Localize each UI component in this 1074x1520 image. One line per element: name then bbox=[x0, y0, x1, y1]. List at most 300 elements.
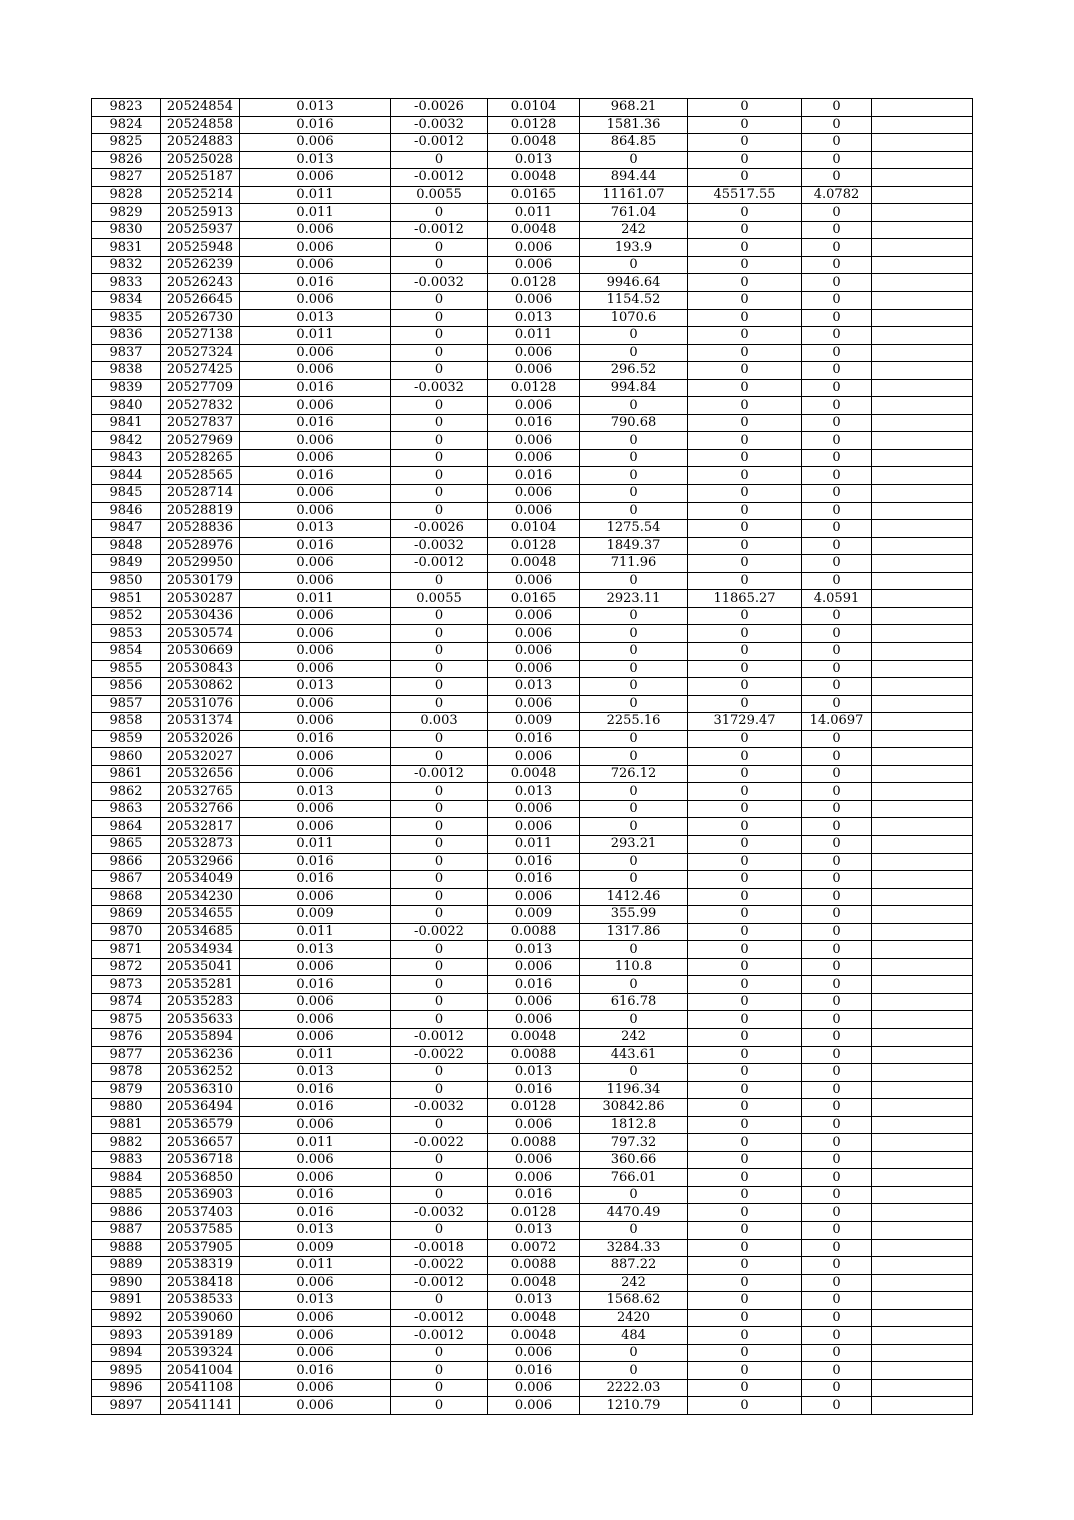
table-cell: 1154.52 bbox=[580, 292, 688, 310]
table-cell: 20539324 bbox=[161, 1344, 240, 1362]
table-cell: 9882 bbox=[92, 1134, 161, 1152]
table-cell bbox=[872, 923, 973, 941]
table-cell: -0.0022 bbox=[391, 1257, 488, 1275]
table-cell bbox=[872, 1379, 973, 1397]
table-cell: 20537585 bbox=[161, 1222, 240, 1240]
table-cell: 0.006 bbox=[488, 1011, 580, 1029]
table-cell: 0 bbox=[688, 1309, 802, 1327]
table-cell: 9870 bbox=[92, 923, 161, 941]
table-cell bbox=[872, 871, 973, 889]
table-cell: 0.006 bbox=[240, 818, 391, 836]
table-row bbox=[92, 502, 973, 520]
table-cell bbox=[872, 1116, 973, 1134]
table-cell: 0.013 bbox=[240, 1064, 391, 1082]
table-cell: 9875 bbox=[92, 1011, 161, 1029]
table-cell: 0.006 bbox=[488, 239, 580, 257]
table-cell: 0 bbox=[391, 1116, 488, 1134]
table-row bbox=[92, 379, 973, 397]
table-cell bbox=[872, 748, 973, 766]
table-cell: 20527324 bbox=[161, 344, 240, 362]
table-row bbox=[92, 186, 973, 204]
table-cell: 0 bbox=[802, 151, 872, 169]
table-row bbox=[92, 239, 973, 257]
table-cell: -0.0032 bbox=[391, 1099, 488, 1117]
table-cell: 0 bbox=[802, 1397, 872, 1415]
table-row bbox=[92, 783, 973, 801]
table-cell: 711.96 bbox=[580, 555, 688, 573]
table-cell: 0 bbox=[391, 1362, 488, 1380]
table-cell: 0 bbox=[580, 748, 688, 766]
table-cell: 20534685 bbox=[161, 923, 240, 941]
table-cell: 4470.49 bbox=[580, 1204, 688, 1222]
table-cell: 0 bbox=[802, 853, 872, 871]
table-cell: 0 bbox=[688, 607, 802, 625]
table-row bbox=[92, 449, 973, 467]
table-cell: 0 bbox=[391, 432, 488, 450]
table-cell: -0.0012 bbox=[391, 1028, 488, 1046]
table-cell: 0.0165 bbox=[488, 186, 580, 204]
table-cell: -0.0032 bbox=[391, 116, 488, 134]
table-cell: 0.013 bbox=[240, 941, 391, 959]
table-cell: 0 bbox=[688, 520, 802, 538]
table-cell: 9895 bbox=[92, 1362, 161, 1380]
table-cell: 0 bbox=[391, 485, 488, 503]
table-cell: 0.011 bbox=[488, 327, 580, 345]
table-cell: 0.016 bbox=[240, 274, 391, 292]
table-cell bbox=[872, 186, 973, 204]
table-cell: 0 bbox=[802, 1064, 872, 1082]
table-cell: 0 bbox=[688, 1151, 802, 1169]
table-cell: 9826 bbox=[92, 151, 161, 169]
table-cell: 0.006 bbox=[240, 765, 391, 783]
table-cell: 20526730 bbox=[161, 309, 240, 327]
table-cell: 0.006 bbox=[488, 292, 580, 310]
table-cell: 20532817 bbox=[161, 818, 240, 836]
table-cell: 0 bbox=[391, 1081, 488, 1099]
table-cell: 0 bbox=[580, 151, 688, 169]
table-cell: 20527837 bbox=[161, 414, 240, 432]
table-cell: 0 bbox=[688, 1327, 802, 1345]
table-cell: 0 bbox=[802, 256, 872, 274]
table-row bbox=[92, 1099, 973, 1117]
table-cell: 20530287 bbox=[161, 590, 240, 608]
table-cell: 20526645 bbox=[161, 292, 240, 310]
table-cell: 0 bbox=[580, 660, 688, 678]
table-row bbox=[92, 607, 973, 625]
table-cell: 9847 bbox=[92, 520, 161, 538]
table-cell bbox=[872, 1028, 973, 1046]
table-cell: 0.016 bbox=[240, 1186, 391, 1204]
table-cell: 2923.11 bbox=[580, 590, 688, 608]
table-cell: 0 bbox=[688, 800, 802, 818]
table-cell bbox=[872, 239, 973, 257]
table-row bbox=[92, 99, 973, 117]
table-cell: 9896 bbox=[92, 1379, 161, 1397]
table-cell: 0 bbox=[580, 485, 688, 503]
table-cell: 0 bbox=[688, 397, 802, 415]
table-cell: 0.006 bbox=[240, 748, 391, 766]
table-cell: 0.006 bbox=[488, 397, 580, 415]
table-cell: 0 bbox=[391, 414, 488, 432]
table-cell: 0 bbox=[391, 730, 488, 748]
table-cell: 0.0072 bbox=[488, 1239, 580, 1257]
table-cell: 0 bbox=[688, 151, 802, 169]
table-body bbox=[92, 99, 973, 1415]
table-cell: 0 bbox=[802, 888, 872, 906]
table-cell: 0 bbox=[391, 1397, 488, 1415]
table-cell: 110.8 bbox=[580, 958, 688, 976]
table-cell: 0 bbox=[580, 695, 688, 713]
table-cell: 0.016 bbox=[488, 976, 580, 994]
table-row bbox=[92, 941, 973, 959]
table-cell: 1849.37 bbox=[580, 537, 688, 555]
table-row bbox=[92, 1257, 973, 1275]
table-row bbox=[92, 1028, 973, 1046]
table-cell: 20524858 bbox=[161, 116, 240, 134]
table-cell: 0 bbox=[802, 660, 872, 678]
table-cell: 0 bbox=[580, 1362, 688, 1380]
table-cell: 0.006 bbox=[488, 993, 580, 1011]
table-cell: 20528265 bbox=[161, 449, 240, 467]
table-cell: 0.016 bbox=[240, 414, 391, 432]
table-cell: 0 bbox=[580, 572, 688, 590]
table-cell: 9832 bbox=[92, 256, 161, 274]
table-row bbox=[92, 485, 973, 503]
table-cell: 9868 bbox=[92, 888, 161, 906]
table-cell: 0 bbox=[802, 871, 872, 889]
table-cell: 0 bbox=[802, 327, 872, 345]
table-cell: 0.016 bbox=[240, 1099, 391, 1117]
table-cell: -0.0012 bbox=[391, 1327, 488, 1345]
table-cell bbox=[872, 1222, 973, 1240]
table-cell: 1568.62 bbox=[580, 1292, 688, 1310]
table-cell bbox=[872, 607, 973, 625]
table-cell: 20530436 bbox=[161, 607, 240, 625]
table-cell: 1196.34 bbox=[580, 1081, 688, 1099]
table-cell: 0 bbox=[802, 1222, 872, 1240]
table-cell: 0 bbox=[802, 169, 872, 187]
table-cell: 0 bbox=[802, 783, 872, 801]
table-row bbox=[92, 888, 973, 906]
table-cell: 0.006 bbox=[240, 344, 391, 362]
table-cell: 0.006 bbox=[488, 1344, 580, 1362]
table-cell: -0.0022 bbox=[391, 1134, 488, 1152]
table-cell: 20524883 bbox=[161, 134, 240, 152]
table-cell bbox=[872, 625, 973, 643]
table-row bbox=[92, 906, 973, 924]
table-cell: 0.0048 bbox=[488, 1028, 580, 1046]
table-cell: 0 bbox=[580, 871, 688, 889]
table-cell: 45517.55 bbox=[688, 186, 802, 204]
table-cell: 0.006 bbox=[240, 239, 391, 257]
table-cell: 31729.47 bbox=[688, 713, 802, 731]
table-cell: 0 bbox=[391, 1064, 488, 1082]
table-cell: 20536903 bbox=[161, 1186, 240, 1204]
table-cell bbox=[872, 1397, 973, 1415]
table-cell: 0.006 bbox=[240, 1274, 391, 1292]
table-cell: 0.006 bbox=[488, 344, 580, 362]
table-cell: 0 bbox=[391, 993, 488, 1011]
table-cell: 0.0128 bbox=[488, 116, 580, 134]
table-cell: 0 bbox=[688, 1028, 802, 1046]
table-cell bbox=[872, 800, 973, 818]
table-cell: 797.32 bbox=[580, 1134, 688, 1152]
table-cell bbox=[872, 467, 973, 485]
table-cell bbox=[872, 678, 973, 696]
table-cell: -0.0018 bbox=[391, 1239, 488, 1257]
table-cell: 0 bbox=[391, 800, 488, 818]
table-cell: 0 bbox=[688, 765, 802, 783]
table-cell bbox=[872, 1362, 973, 1380]
table-cell: 9852 bbox=[92, 607, 161, 625]
table-cell: 20536252 bbox=[161, 1064, 240, 1082]
table-cell: -0.0012 bbox=[391, 765, 488, 783]
table-cell: 0 bbox=[802, 976, 872, 994]
table-cell: 0.006 bbox=[240, 713, 391, 731]
table-cell: 0.0088 bbox=[488, 1257, 580, 1275]
table-row bbox=[92, 642, 973, 660]
table-cell: 20536718 bbox=[161, 1151, 240, 1169]
table-row bbox=[92, 1134, 973, 1152]
table-cell: 9842 bbox=[92, 432, 161, 450]
table-cell: -0.0012 bbox=[391, 1309, 488, 1327]
table-cell: 0 bbox=[802, 344, 872, 362]
table-cell: 0 bbox=[688, 1099, 802, 1117]
table-cell: 0 bbox=[391, 958, 488, 976]
table-cell: 293.21 bbox=[580, 835, 688, 853]
table-row bbox=[92, 292, 973, 310]
table-cell: 20538533 bbox=[161, 1292, 240, 1310]
table-cell: 0.006 bbox=[488, 748, 580, 766]
table-cell bbox=[872, 1257, 973, 1275]
table-cell: 0 bbox=[688, 221, 802, 239]
table-row bbox=[92, 1151, 973, 1169]
table-row bbox=[92, 1116, 973, 1134]
table-cell: 0 bbox=[580, 800, 688, 818]
table-cell: 0.011 bbox=[240, 590, 391, 608]
table-cell: 1812.8 bbox=[580, 1116, 688, 1134]
table-cell: 0 bbox=[802, 1116, 872, 1134]
table-cell: 0.006 bbox=[240, 397, 391, 415]
table-cell: 0.016 bbox=[240, 730, 391, 748]
table-cell bbox=[872, 256, 973, 274]
table-cell: 0 bbox=[391, 660, 488, 678]
table-cell: 443.61 bbox=[580, 1046, 688, 1064]
table-cell: 0 bbox=[580, 344, 688, 362]
table-cell: 0 bbox=[391, 607, 488, 625]
table-row bbox=[92, 1397, 973, 1415]
table-row bbox=[92, 835, 973, 853]
table-row bbox=[92, 555, 973, 573]
table-cell bbox=[872, 1046, 973, 1064]
table-cell: 0 bbox=[688, 1379, 802, 1397]
table-cell: 0 bbox=[688, 379, 802, 397]
table-cell: 20524854 bbox=[161, 99, 240, 117]
table-row bbox=[92, 520, 973, 538]
table-cell bbox=[872, 292, 973, 310]
table-cell: 0.006 bbox=[240, 485, 391, 503]
table-cell: 0.016 bbox=[240, 871, 391, 889]
table-cell: 0 bbox=[688, 116, 802, 134]
table-cell: 0.013 bbox=[488, 1222, 580, 1240]
table-cell: 0 bbox=[802, 116, 872, 134]
table-cell: 9881 bbox=[92, 1116, 161, 1134]
table-cell bbox=[872, 362, 973, 380]
table-cell: 0 bbox=[802, 1239, 872, 1257]
table-cell: 20532873 bbox=[161, 835, 240, 853]
table-cell: 864.85 bbox=[580, 134, 688, 152]
table-cell: 0.006 bbox=[240, 1011, 391, 1029]
table-cell: 0.006 bbox=[240, 660, 391, 678]
table-cell: 20532027 bbox=[161, 748, 240, 766]
table-cell: 0.006 bbox=[240, 993, 391, 1011]
table-cell: 968.21 bbox=[580, 99, 688, 117]
table-row bbox=[92, 730, 973, 748]
table-cell bbox=[872, 134, 973, 152]
table-cell: 0 bbox=[688, 1222, 802, 1240]
table-cell: 0 bbox=[688, 169, 802, 187]
table-cell: 0.011 bbox=[240, 835, 391, 853]
table-cell: 0 bbox=[802, 1309, 872, 1327]
table-cell: 0.006 bbox=[240, 292, 391, 310]
table-cell: 9892 bbox=[92, 1309, 161, 1327]
table-cell: 9876 bbox=[92, 1028, 161, 1046]
table-cell: 0 bbox=[391, 853, 488, 871]
table-cell: 0.0128 bbox=[488, 274, 580, 292]
table-cell: 0 bbox=[802, 818, 872, 836]
table-cell: 0.006 bbox=[240, 888, 391, 906]
table-cell: 0.013 bbox=[240, 678, 391, 696]
table-cell: 9873 bbox=[92, 976, 161, 994]
table-cell: 0 bbox=[688, 1134, 802, 1152]
table-cell: 0 bbox=[688, 1011, 802, 1029]
table-row bbox=[92, 116, 973, 134]
table-cell: 0 bbox=[391, 327, 488, 345]
table-cell: 0 bbox=[391, 204, 488, 222]
table-cell: -0.0012 bbox=[391, 1274, 488, 1292]
table-cell: 0 bbox=[688, 432, 802, 450]
table-cell: 0 bbox=[688, 853, 802, 871]
table-cell bbox=[872, 1309, 973, 1327]
table-cell: 0.006 bbox=[240, 1379, 391, 1397]
table-cell: 20537403 bbox=[161, 1204, 240, 1222]
table-cell: 0 bbox=[391, 151, 488, 169]
table-cell: 1581.36 bbox=[580, 116, 688, 134]
table-cell: 0.011 bbox=[240, 186, 391, 204]
table-cell: 0 bbox=[802, 993, 872, 1011]
table-cell bbox=[872, 853, 973, 871]
table-cell: 9857 bbox=[92, 695, 161, 713]
table-cell: 9946.64 bbox=[580, 274, 688, 292]
table-cell: 2255.16 bbox=[580, 713, 688, 731]
table-cell: 20534049 bbox=[161, 871, 240, 889]
table-cell: 0.016 bbox=[488, 1186, 580, 1204]
table-cell: -0.0012 bbox=[391, 555, 488, 573]
table-cell: 0 bbox=[802, 485, 872, 503]
table-cell: 0 bbox=[688, 1064, 802, 1082]
table-cell: 0 bbox=[688, 1204, 802, 1222]
table-cell: 0.013 bbox=[488, 309, 580, 327]
table-cell: 20532966 bbox=[161, 853, 240, 871]
table-cell: 0 bbox=[688, 555, 802, 573]
table-row bbox=[92, 537, 973, 555]
table-cell: 9841 bbox=[92, 414, 161, 432]
table-cell: 0 bbox=[580, 1222, 688, 1240]
table-cell: 20541108 bbox=[161, 1379, 240, 1397]
table-cell: 9894 bbox=[92, 1344, 161, 1362]
table-cell: 0 bbox=[802, 906, 872, 924]
table-cell: 0 bbox=[802, 467, 872, 485]
table-cell: 0 bbox=[391, 835, 488, 853]
table-cell bbox=[872, 590, 973, 608]
table-cell bbox=[872, 397, 973, 415]
table-cell: 0 bbox=[688, 941, 802, 959]
table-cell: 0 bbox=[802, 520, 872, 538]
table-cell: 0.006 bbox=[240, 1028, 391, 1046]
table-cell: 20530843 bbox=[161, 660, 240, 678]
table-row bbox=[92, 362, 973, 380]
table-cell: 20527425 bbox=[161, 362, 240, 380]
table-row bbox=[92, 274, 973, 292]
table-cell: 0 bbox=[688, 783, 802, 801]
table-cell: 0 bbox=[688, 239, 802, 257]
table-cell: 0.016 bbox=[240, 379, 391, 397]
table-cell: 9883 bbox=[92, 1151, 161, 1169]
table-cell bbox=[872, 1151, 973, 1169]
table-row bbox=[92, 853, 973, 871]
table-cell: 9823 bbox=[92, 99, 161, 117]
table-cell: 11865.27 bbox=[688, 590, 802, 608]
table-cell: 11161.07 bbox=[580, 186, 688, 204]
table-cell: 0 bbox=[802, 362, 872, 380]
table-cell: 0.013 bbox=[240, 99, 391, 117]
table-cell bbox=[872, 327, 973, 345]
table-cell bbox=[872, 660, 973, 678]
table-cell: 9843 bbox=[92, 449, 161, 467]
table-cell: 0.006 bbox=[240, 555, 391, 573]
table-cell: 9853 bbox=[92, 625, 161, 643]
table-cell: 20530862 bbox=[161, 678, 240, 696]
table-cell: 0.006 bbox=[488, 485, 580, 503]
table-cell: 9861 bbox=[92, 765, 161, 783]
table-row bbox=[92, 660, 973, 678]
table-cell: 20528714 bbox=[161, 485, 240, 503]
table-row bbox=[92, 397, 973, 415]
table-cell: 0.006 bbox=[488, 362, 580, 380]
table-cell: 0.009 bbox=[240, 906, 391, 924]
table-cell: 0 bbox=[802, 835, 872, 853]
table-cell: -0.0032 bbox=[391, 537, 488, 555]
table-cell: 0.011 bbox=[240, 1046, 391, 1064]
table-cell: 1412.46 bbox=[580, 888, 688, 906]
table-cell: -0.0012 bbox=[391, 134, 488, 152]
table-cell: 0.006 bbox=[240, 221, 391, 239]
table-cell: 0 bbox=[688, 871, 802, 889]
table-cell: 20541004 bbox=[161, 1362, 240, 1380]
table-cell: 20529950 bbox=[161, 555, 240, 573]
table-cell: 9867 bbox=[92, 871, 161, 889]
table-cell: 0 bbox=[580, 818, 688, 836]
table-cell: 0.0048 bbox=[488, 1274, 580, 1292]
table-cell bbox=[872, 993, 973, 1011]
table-cell: 0 bbox=[580, 783, 688, 801]
table-cell: 0.0048 bbox=[488, 765, 580, 783]
table-cell: 9840 bbox=[92, 397, 161, 415]
table-cell bbox=[872, 765, 973, 783]
table-cell: 20534934 bbox=[161, 941, 240, 959]
table-cell: 0.0055 bbox=[391, 186, 488, 204]
table-cell: 0 bbox=[802, 642, 872, 660]
